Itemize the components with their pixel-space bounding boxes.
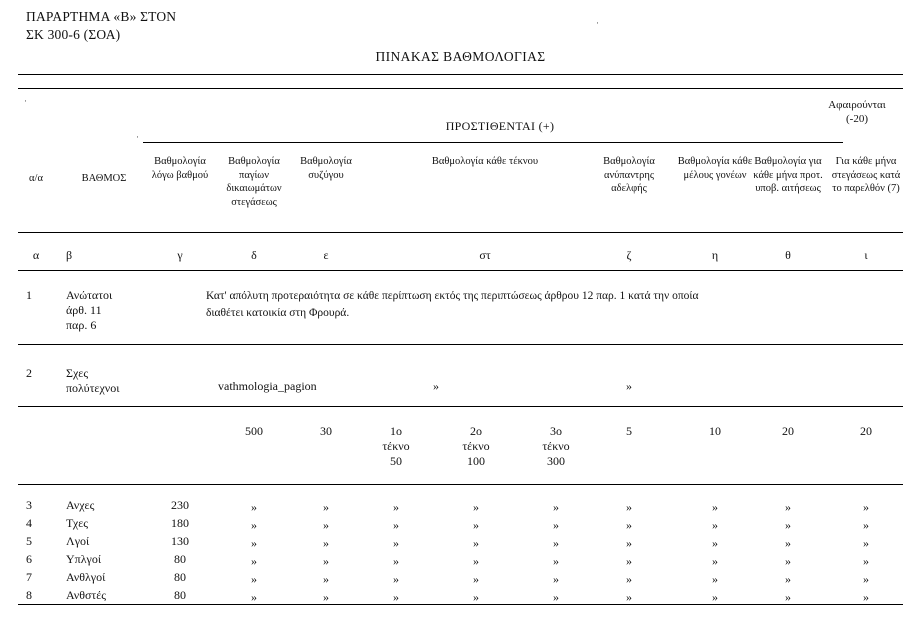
value-teknou-1-line3: 50 xyxy=(390,454,402,468)
table-row-index-8: 8 xyxy=(26,588,32,602)
table-row-3-teknou2: » xyxy=(473,500,479,514)
table-row-3-adelfis: » xyxy=(626,500,632,514)
table-row-8-teknou1: » xyxy=(393,590,399,604)
table-row-4-teknou3: » xyxy=(553,518,559,532)
table-row-6-adelfis: » xyxy=(626,554,632,568)
column-letter-logo: γ xyxy=(177,248,183,262)
table-row-7-teknou2: » xyxy=(473,572,479,586)
table-row-3-pagion: » xyxy=(251,500,257,514)
value-teknou-1-line1: 1ο xyxy=(390,424,402,438)
rule-header-bottom xyxy=(18,232,903,233)
table-row-6-syzygou: » xyxy=(323,554,329,568)
value-adelfis: 5 xyxy=(626,424,632,438)
rule-row2-bottom xyxy=(18,406,903,407)
table-row-label-1a: Ανώτατοι xyxy=(66,288,113,302)
table-row-8-syzygou: » xyxy=(323,590,329,604)
table-row-note-1b: διαθέτει κατοικία στη Φρουρά. xyxy=(206,307,350,319)
column-letter-vathmos: β xyxy=(66,248,73,262)
column-letter-parelthon: ι xyxy=(864,248,868,262)
table-row-4-teknou2: » xyxy=(473,518,479,532)
table-row-label-8: Ανθστές xyxy=(66,588,107,602)
table-row-7-parelthon: » xyxy=(863,572,869,586)
header-line-2: ΣΚ 300-6 (ΣΟΑ) xyxy=(26,27,121,43)
scan-speck-2: · xyxy=(136,132,139,142)
column-header-vathmologia-pagion: Βαθμολογία παγίων δικαιωμάτων στεγάσεως xyxy=(226,156,282,208)
table-row-index-2: 2 xyxy=(26,366,32,380)
table-row-6-goneon: » xyxy=(712,554,718,568)
table-row-3-syzygou: » xyxy=(323,500,329,514)
table-row-index-3: 3 xyxy=(26,498,32,512)
table-row-label-4: Τχες xyxy=(66,516,89,530)
scan-speck-3: · xyxy=(596,18,599,28)
header-line-1: ΠΑΡΑΡΤΗΜΑ «Β» ΣΤΟΝ xyxy=(26,9,177,24)
table-row-index-4: 4 xyxy=(26,516,32,530)
table-row-8-parelthon: » xyxy=(863,590,869,604)
table-row-5-teknou2: » xyxy=(473,536,479,550)
column-letter-adelfis: ζ xyxy=(626,248,632,262)
column-header-aa: α/α xyxy=(29,173,43,184)
column-letter-teknou: στ xyxy=(479,248,491,262)
value-teknou-3-line3: 300 xyxy=(547,454,565,468)
table-row-label-3: Ανχες xyxy=(66,498,95,512)
table-row-8-pagion: » xyxy=(251,590,257,604)
table-row-4-teknou1: » xyxy=(393,518,399,532)
column-header-vathmologia-goneon: Βαθμολογία κάθε μέλους γονέων xyxy=(677,156,753,181)
table-row-label-7: Ανθλγοί xyxy=(66,570,106,584)
value-teknou-3-line1: 3ο xyxy=(550,424,562,438)
table-row-8-goneon: » xyxy=(712,590,718,604)
table-row-6-pagion: » xyxy=(251,554,257,568)
rule-letters-bottom xyxy=(18,270,903,271)
table-row-7-adelfis: » xyxy=(626,572,632,586)
table-row-3-goneon: » xyxy=(712,500,718,514)
table-row-4-parelthon: » xyxy=(863,518,869,532)
group-label-add: ΠΡΟΣΤΙΘΕΝΤΑΙ (+) xyxy=(445,119,555,133)
group-label-subtract-line2: (-20) xyxy=(846,113,868,125)
table-row-4-pagion: » xyxy=(251,518,257,532)
table-row-3-mina: » xyxy=(785,500,791,514)
table-row-7-teknou3: » xyxy=(553,572,559,586)
table-row-index-7: 7 xyxy=(26,570,32,584)
value-mina: 20 xyxy=(782,424,794,438)
table-row-label-6: Υπλγοί xyxy=(66,552,102,566)
value-goneon: 10 xyxy=(709,424,721,438)
value-teknou-2-line3: 100 xyxy=(467,454,485,468)
table-row-7-pagion: » xyxy=(251,572,257,586)
table-row-label-1b: άρθ. 11 xyxy=(66,303,102,317)
ditto-mark-adelfis: » xyxy=(626,379,632,393)
table-row-6-mina: » xyxy=(785,554,791,568)
group-label-subtract-line1: Αφαιρούνται xyxy=(828,99,886,111)
table-row-index-6: 6 xyxy=(26,552,32,566)
column-header-vathmos: ΒΑΘΜΟΣ xyxy=(81,173,127,184)
table-row-5-pagion: » xyxy=(251,536,257,550)
column-header-vathmologia-mina: Βαθμολογία για κάθε μήνα προτ. υποβ. αιτήσεως xyxy=(753,156,823,195)
ditto-mark-teknou: » xyxy=(433,379,439,393)
table-row-7-goneon: » xyxy=(712,572,718,586)
table-row-5-syzygou: » xyxy=(323,536,329,550)
table-row-8-logo: 80 xyxy=(174,588,186,602)
table-row-8-teknou2: » xyxy=(473,590,479,604)
table-row-8-mina: » xyxy=(785,590,791,604)
rule-top-2 xyxy=(18,88,903,89)
column-header-vathmologia-adelfis: Βαθμολογία ανύπαντρης αδελφής xyxy=(603,156,655,195)
column-header-vathmologia-teknou: Βαθμολογία κάθε τέκνου xyxy=(431,156,539,167)
value-parelthon: 20 xyxy=(860,424,872,438)
table-row-8-adelfis: » xyxy=(626,590,632,604)
column-letter-aa: α xyxy=(32,248,40,262)
table-row-5-teknou1: » xyxy=(393,536,399,550)
table-row-label-2a: Σχες xyxy=(66,366,89,380)
table-row-note-1a: Κατ' απόλυτη προτεραιότητα σε κάθε περίπτωση εκτός της περιπτώσεως άρθρου 12 παρ. 1 κατά την οποία xyxy=(206,290,699,302)
rule-values-bottom xyxy=(18,484,903,485)
value-pagion: 500 xyxy=(245,424,263,438)
table-row-3-teknou1: » xyxy=(393,500,399,514)
column-letter-syzygou: ε xyxy=(323,248,329,262)
column-letter-goneon: η xyxy=(711,248,719,262)
scan-speck: · xyxy=(24,96,27,106)
value-teknou-3-line2: τέκνο xyxy=(542,439,570,453)
table-row-6-logo: 80 xyxy=(174,552,186,566)
table-row-label-1c: παρ. 6 xyxy=(66,318,97,332)
column-header-vathmologia-syzygou: Βαθμολογία συζύγου xyxy=(300,156,352,181)
value-teknou-2-line1: 2ο xyxy=(470,424,482,438)
table-row-4-adelfis: » xyxy=(626,518,632,532)
table-row-4-goneon: » xyxy=(712,518,718,532)
value-teknou-2-line2: τέκνο xyxy=(462,439,490,453)
table-row-7-syzygou: » xyxy=(323,572,329,586)
value-teknou-1-line2: τέκνο xyxy=(382,439,410,453)
table-row-5-logo: 130 xyxy=(171,534,189,548)
table-row-3-logo: 230 xyxy=(171,498,189,512)
table-row-6-teknou1: » xyxy=(393,554,399,568)
table-row-6-teknou2: » xyxy=(473,554,479,568)
table-row-7-mina: » xyxy=(785,572,791,586)
table-row-6-teknou3: » xyxy=(553,554,559,568)
table-row-4-mina: » xyxy=(785,518,791,532)
value-syzygou: 30 xyxy=(320,424,332,438)
rule-group-underline xyxy=(143,142,843,143)
table-row-3-parelthon: » xyxy=(863,500,869,514)
table-row-3-teknou3: » xyxy=(553,500,559,514)
table-row-index-5: 5 xyxy=(26,534,32,548)
column-header-vathmologia-logo: Βαθμολογία λόγω βαθμού xyxy=(151,156,209,181)
ditto-mark-pagion: vathmologia_pagion xyxy=(218,379,317,393)
column-letter-mina: θ xyxy=(785,248,791,262)
table-row-4-syzygou: » xyxy=(323,518,329,532)
column-header-gia-kathe-mina: Για κάθε μήνα στεγάσεως κατά το παρελθόν (7) xyxy=(831,156,901,195)
table-row-5-mina: » xyxy=(785,536,791,550)
table-row-5-teknou3: » xyxy=(553,536,559,550)
table-row-8-teknou3: » xyxy=(553,590,559,604)
rule-top xyxy=(18,74,903,75)
table-row-index-1: 1 xyxy=(26,288,32,302)
table-row-7-logo: 80 xyxy=(174,570,186,584)
column-letter-pagion: δ xyxy=(251,248,257,262)
table-row-5-parelthon: » xyxy=(863,536,869,550)
table-row-5-goneon: » xyxy=(712,536,718,550)
table-row-6-parelthon: » xyxy=(863,554,869,568)
table-row-label-5: Λγοί xyxy=(66,534,90,548)
table-row-4-logo: 180 xyxy=(171,516,189,530)
rule-row1-bottom xyxy=(18,344,903,345)
page-title: ΠΙΝΑΚΑΣ ΒΑΘΜΟΛΟΓΙΑΣ xyxy=(375,49,546,64)
table-row-5-adelfis: » xyxy=(626,536,632,550)
table-row-label-2b: πολύτεχνοι xyxy=(66,381,120,395)
table-row-7-teknou1: » xyxy=(393,572,399,586)
document-header xyxy=(26,8,176,44)
